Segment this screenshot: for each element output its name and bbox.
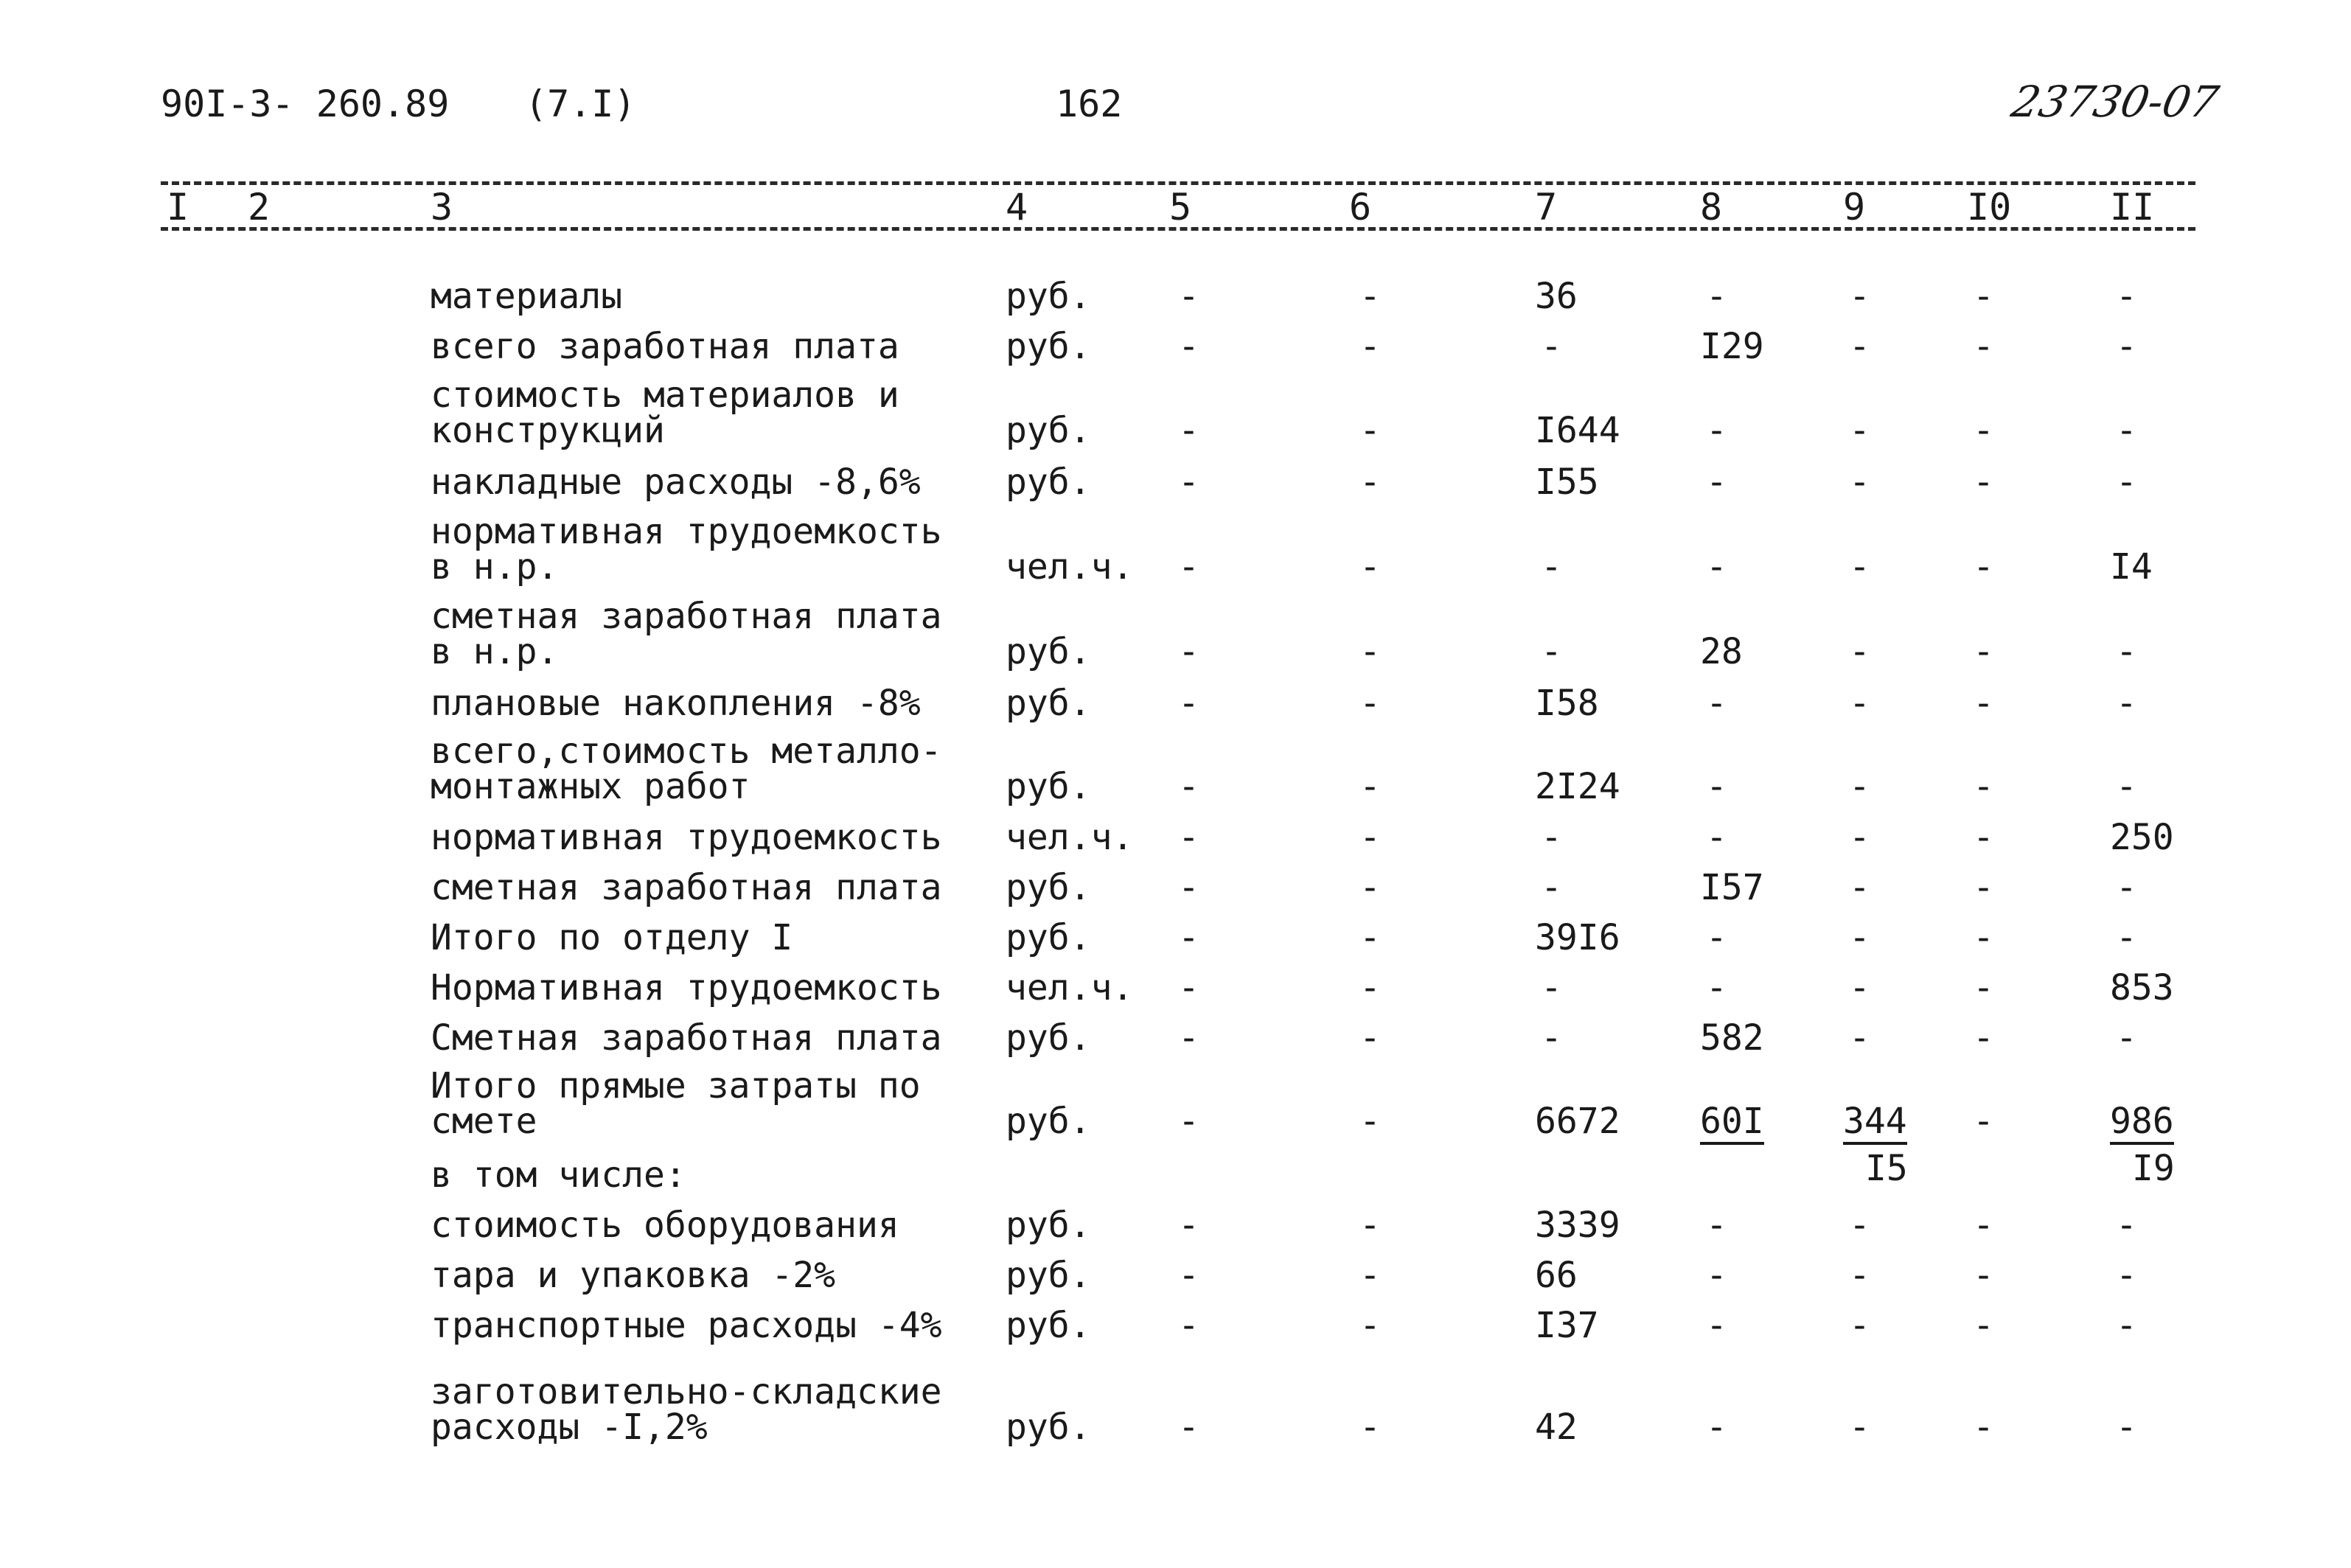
- empty-cell-dash: -: [1849, 817, 1870, 858]
- unit-cell: руб.: [1006, 1255, 1091, 1296]
- unit-cell: руб.: [1006, 410, 1091, 451]
- empty-cell-dash: -: [1706, 410, 1727, 451]
- value-cell: I57: [1700, 867, 1764, 908]
- column-number-2: 2: [248, 186, 271, 229]
- unit-cell: руб.: [1006, 1305, 1091, 1346]
- empty-cell-dash: -: [1973, 867, 1994, 908]
- value-cell: I29: [1700, 326, 1764, 367]
- empty-cell-dash: -: [1706, 1407, 1727, 1448]
- row-label: конструкций: [431, 410, 665, 451]
- empty-cell-dash: -: [1359, 461, 1381, 503]
- value-cell: 60I: [1700, 1104, 1764, 1145]
- empty-cell-dash: -: [1541, 1017, 1562, 1059]
- value-cell: 853: [2110, 967, 2174, 1008]
- empty-cell-dash: -: [1359, 1407, 1381, 1448]
- row-label: в том числе:: [431, 1154, 686, 1196]
- empty-cell-dash: -: [1178, 276, 1199, 317]
- empty-cell-dash: -: [1973, 326, 1994, 367]
- column-number-5: 5: [1169, 186, 1192, 229]
- empty-cell-dash: -: [1849, 326, 1870, 367]
- empty-cell-dash: -: [1359, 631, 1381, 672]
- row-label: стоимость оборудования: [431, 1205, 899, 1246]
- empty-cell-dash: -: [1178, 766, 1199, 807]
- empty-cell-dash: -: [1706, 1205, 1727, 1246]
- empty-cell-dash: -: [1849, 631, 1870, 672]
- empty-cell-dash: -: [1706, 1255, 1727, 1296]
- column-number-11: II: [2110, 186, 2155, 229]
- row-label: всего заработная плата: [431, 326, 899, 367]
- empty-cell-dash: -: [1178, 546, 1199, 588]
- empty-cell-dash: -: [1973, 1017, 1994, 1059]
- row-label: нормативная трудоемкость: [431, 817, 942, 858]
- empty-cell-dash: -: [1973, 1205, 1994, 1246]
- empty-cell-dash: -: [1849, 867, 1870, 908]
- row-label: в н.р.: [431, 631, 559, 672]
- empty-cell-dash: -: [1178, 461, 1199, 503]
- row-label: Нормативная трудоемкость: [431, 967, 942, 1008]
- value-cell: I644: [1535, 410, 1620, 451]
- empty-cell-dash: -: [1973, 410, 1994, 451]
- empty-cell-dash: -: [1706, 766, 1727, 807]
- empty-cell-dash: -: [2116, 326, 2137, 367]
- empty-cell-dash: -: [1849, 546, 1870, 588]
- unit-cell: руб.: [1006, 631, 1091, 672]
- value-cell: I37: [1535, 1305, 1599, 1346]
- empty-cell-dash: -: [1359, 766, 1381, 807]
- empty-cell-dash: -: [1178, 817, 1199, 858]
- value-cell: 42: [1535, 1407, 1578, 1448]
- row-label: смете: [431, 1101, 537, 1142]
- empty-cell-dash: -: [1973, 1305, 1994, 1346]
- column-number-6: 6: [1349, 186, 1372, 229]
- empty-cell-dash: -: [1541, 546, 1562, 588]
- value-cell: 28: [1700, 631, 1743, 672]
- empty-cell-dash: -: [1359, 1205, 1381, 1246]
- empty-cell-dash: -: [1178, 867, 1199, 908]
- unit-cell: чел.ч.: [1006, 817, 1134, 858]
- empty-cell-dash: -: [1178, 683, 1199, 724]
- empty-cell-dash: -: [2116, 1255, 2137, 1296]
- empty-cell-dash: -: [1178, 1101, 1199, 1142]
- empty-cell-dash: -: [2116, 1305, 2137, 1346]
- empty-cell-dash: -: [1541, 326, 1562, 367]
- unit-cell: руб.: [1006, 766, 1091, 807]
- empty-cell-dash: -: [1706, 817, 1727, 858]
- value-cell: 344: [1843, 1104, 1907, 1145]
- value-cell: 66: [1535, 1255, 1578, 1296]
- empty-cell-dash: -: [1706, 461, 1727, 503]
- empty-cell-dash: -: [2116, 1017, 2137, 1059]
- empty-cell-dash: -: [1178, 917, 1199, 958]
- empty-cell-dash: -: [2116, 683, 2137, 724]
- row-label: накладные расходы -8,6%: [431, 461, 921, 503]
- empty-cell-dash: -: [1178, 1205, 1199, 1246]
- unit-cell: руб.: [1006, 461, 1091, 503]
- empty-cell-dash: -: [2116, 631, 2137, 672]
- value-cell: 2I24: [1535, 766, 1620, 807]
- unit-cell: руб.: [1006, 326, 1091, 367]
- column-number-4: 4: [1006, 186, 1028, 229]
- row-label: в н.р.: [431, 546, 559, 588]
- unit-cell: руб.: [1006, 867, 1091, 908]
- empty-cell-dash: -: [1359, 967, 1381, 1008]
- row-label: транспортные расходы -4%: [431, 1305, 942, 1346]
- unit-cell: руб.: [1006, 1101, 1091, 1142]
- empty-cell-dash: -: [1973, 683, 1994, 724]
- unit-cell: руб.: [1006, 1407, 1091, 1448]
- empty-cell-dash: -: [1973, 631, 1994, 672]
- empty-cell-dash: -: [1541, 967, 1562, 1008]
- page-number: 162: [1056, 83, 1123, 125]
- unit-cell: руб.: [1006, 1017, 1091, 1059]
- row-label: Сметная заработная плата: [431, 1017, 942, 1059]
- value-cell: 6672: [1535, 1101, 1620, 1142]
- empty-cell-dash: -: [1849, 1407, 1870, 1448]
- empty-cell-dash: -: [1359, 1305, 1381, 1346]
- empty-cell-dash: -: [1178, 631, 1199, 672]
- unit-cell: руб.: [1006, 276, 1091, 317]
- row-label: Итого по отделу I: [431, 917, 793, 958]
- value-cell: 39I6: [1535, 917, 1620, 958]
- empty-cell-dash: -: [1178, 1305, 1199, 1346]
- empty-cell-dash: -: [2116, 461, 2137, 503]
- empty-cell-dash: -: [1359, 410, 1381, 451]
- empty-cell-dash: -: [1706, 967, 1727, 1008]
- row-label: монтажных работ: [431, 766, 750, 807]
- empty-cell-dash: -: [1359, 1017, 1381, 1059]
- empty-cell-dash: -: [1359, 683, 1381, 724]
- empty-cell-dash: -: [1973, 766, 1994, 807]
- column-number-1: I: [167, 186, 189, 229]
- fraction-denominator: I9: [2132, 1148, 2175, 1189]
- empty-cell-dash: -: [1178, 326, 1199, 367]
- header-rule-top: [161, 181, 2195, 185]
- empty-cell-dash: -: [1359, 817, 1381, 858]
- row-label: сметная заработная плата: [431, 596, 942, 637]
- value-cell: 582: [1700, 1017, 1764, 1059]
- value-cell: 986: [2110, 1104, 2174, 1145]
- document-section: (7.I): [525, 83, 636, 125]
- row-label: Итого прямые затраты по: [431, 1065, 921, 1107]
- empty-cell-dash: -: [1706, 1305, 1727, 1346]
- value-cell: I58: [1535, 683, 1599, 724]
- empty-cell-dash: -: [1973, 917, 1994, 958]
- empty-cell-dash: -: [2116, 1407, 2137, 1448]
- empty-cell-dash: -: [1849, 967, 1870, 1008]
- column-number-9: 9: [1843, 186, 1866, 229]
- empty-cell-dash: -: [1706, 917, 1727, 958]
- empty-cell-dash: -: [2116, 410, 2137, 451]
- empty-cell-dash: -: [1541, 867, 1562, 908]
- empty-cell-dash: -: [1706, 546, 1727, 588]
- empty-cell-dash: -: [1973, 1101, 1994, 1142]
- empty-cell-dash: -: [1849, 461, 1870, 503]
- empty-cell-dash: -: [1359, 276, 1381, 317]
- empty-cell-dash: -: [1973, 546, 1994, 588]
- empty-cell-dash: -: [1973, 1407, 1994, 1448]
- row-label: расходы -I,2%: [431, 1407, 708, 1448]
- column-number-8: 8: [1700, 186, 1723, 229]
- value-cell: 36: [1535, 276, 1578, 317]
- empty-cell-dash: -: [1849, 276, 1870, 317]
- row-label: тара и упаковка -2%: [431, 1255, 836, 1296]
- value-cell: 250: [2110, 817, 2174, 858]
- empty-cell-dash: -: [1849, 1205, 1870, 1246]
- empty-cell-dash: -: [1973, 1255, 1994, 1296]
- empty-cell-dash: -: [2116, 917, 2137, 958]
- empty-cell-dash: -: [1359, 1101, 1381, 1142]
- empty-cell-dash: -: [1849, 1255, 1870, 1296]
- row-label: сметная заработная плата: [431, 867, 942, 908]
- empty-cell-dash: -: [1359, 326, 1381, 367]
- unit-cell: чел.ч.: [1006, 546, 1134, 588]
- column-number-7: 7: [1535, 186, 1558, 229]
- empty-cell-dash: -: [1178, 1407, 1199, 1448]
- empty-cell-dash: -: [1541, 631, 1562, 672]
- row-label: материалы: [431, 276, 623, 317]
- header-rule-bottom: [161, 227, 2195, 231]
- row-label: стоимость материалов и: [431, 374, 899, 416]
- unit-cell: чел.ч.: [1006, 967, 1134, 1008]
- row-label: заготовительно-складские: [431, 1371, 942, 1412]
- row-label: нормативная трудоемкость: [431, 511, 942, 552]
- column-number-10: I0: [1967, 186, 2012, 229]
- empty-cell-dash: -: [1849, 1305, 1870, 1346]
- empty-cell-dash: -: [1178, 410, 1199, 451]
- empty-cell-dash: -: [2116, 276, 2137, 317]
- empty-cell-dash: -: [1973, 967, 1994, 1008]
- empty-cell-dash: -: [1973, 817, 1994, 858]
- fraction-denominator: I5: [1865, 1148, 1908, 1189]
- empty-cell-dash: -: [2116, 867, 2137, 908]
- empty-cell-dash: -: [1359, 1255, 1381, 1296]
- value-cell: I55: [1535, 461, 1599, 503]
- empty-cell-dash: -: [1541, 817, 1562, 858]
- unit-cell: руб.: [1006, 917, 1091, 958]
- empty-cell-dash: -: [1359, 917, 1381, 958]
- empty-cell-dash: -: [1849, 1017, 1870, 1059]
- document-code: 90I-3- 260.89: [161, 83, 450, 125]
- value-cell: I4: [2110, 546, 2153, 588]
- empty-cell-dash: -: [1178, 1017, 1199, 1059]
- empty-cell-dash: -: [1178, 1255, 1199, 1296]
- value-cell: 3339: [1535, 1205, 1620, 1246]
- empty-cell-dash: -: [2116, 1205, 2137, 1246]
- empty-cell-dash: -: [1706, 276, 1727, 317]
- row-label: всего,стоимость металло-: [431, 731, 942, 772]
- empty-cell-dash: -: [1849, 766, 1870, 807]
- row-label: плановые накопления -8%: [431, 683, 921, 724]
- empty-cell-dash: -: [1178, 967, 1199, 1008]
- empty-cell-dash: -: [1973, 461, 1994, 503]
- unit-cell: руб.: [1006, 1205, 1091, 1246]
- empty-cell-dash: -: [1359, 546, 1381, 588]
- column-number-3: 3: [431, 186, 453, 229]
- empty-cell-dash: -: [1849, 683, 1870, 724]
- empty-cell-dash: -: [1849, 410, 1870, 451]
- empty-cell-dash: -: [1849, 917, 1870, 958]
- handwritten-stamp: 23730-07: [2007, 77, 2223, 127]
- unit-cell: руб.: [1006, 683, 1091, 724]
- empty-cell-dash: -: [2116, 766, 2137, 807]
- empty-cell-dash: -: [1706, 683, 1727, 724]
- empty-cell-dash: -: [1359, 867, 1381, 908]
- empty-cell-dash: -: [1973, 276, 1994, 317]
